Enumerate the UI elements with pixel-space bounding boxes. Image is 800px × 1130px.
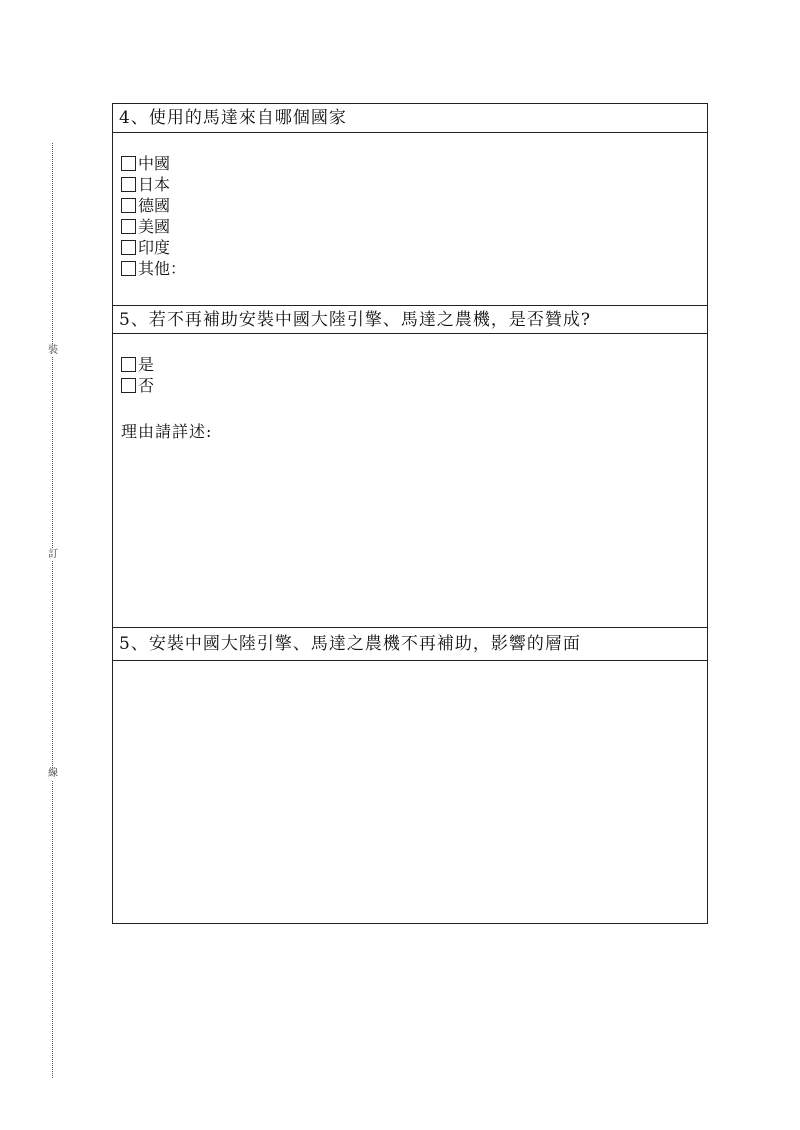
question-5b-body[interactable]: [113, 661, 707, 923]
question-5b-title: 5、安裝中國大陸引擎、馬達之農機不再補助，影響的層面: [119, 634, 581, 654]
checkbox[interactable]: [121, 156, 136, 171]
checkbox[interactable]: [121, 177, 136, 192]
option-label: 是: [138, 355, 155, 374]
checkbox[interactable]: [121, 240, 136, 255]
checkbox[interactable]: [121, 261, 136, 276]
binding-label-zhuang: 裝: [48, 345, 58, 356]
option-yes[interactable]: [121, 354, 154, 375]
question-5a-title: 5、若不再補助安裝中國大陸引擎、馬達之農機，是否贊成?: [119, 310, 591, 330]
checkbox[interactable]: [121, 219, 136, 234]
option-japan[interactable]: [121, 174, 186, 195]
option-label: 德國: [138, 196, 171, 215]
option-usa[interactable]: [121, 216, 186, 237]
option-germany[interactable]: [121, 195, 186, 216]
question-5a-header: [113, 305, 707, 334]
option-label: 其他：: [138, 259, 187, 278]
option-india[interactable]: [121, 237, 186, 258]
checkbox[interactable]: [121, 357, 136, 372]
approval-options: [121, 354, 154, 396]
option-china[interactable]: [121, 153, 186, 174]
option-label: 印度: [138, 238, 171, 257]
binding-label-ding: 訂: [48, 549, 58, 560]
checkbox[interactable]: [121, 198, 136, 213]
binding-label-xian: 線: [48, 768, 58, 779]
question-5b-header: [113, 627, 707, 661]
binding-margin-line: [52, 143, 53, 1078]
option-label: 中國: [138, 154, 171, 173]
checkbox[interactable]: [121, 378, 136, 393]
reason-label: 理由請詳述:: [121, 422, 213, 441]
option-label: 日本: [138, 175, 171, 194]
survey-form-table: [112, 103, 708, 924]
question-4-header: [113, 104, 707, 133]
motor-country-options: [121, 153, 186, 279]
option-other[interactable]: [121, 258, 186, 279]
option-label: 美國: [138, 217, 171, 236]
option-label: 否: [138, 376, 155, 395]
option-no[interactable]: [121, 375, 154, 396]
question-4-body: [113, 133, 707, 305]
question-5a-body: [113, 334, 707, 627]
question-4-title: 4、使用的馬達來自哪個國家: [119, 108, 347, 128]
